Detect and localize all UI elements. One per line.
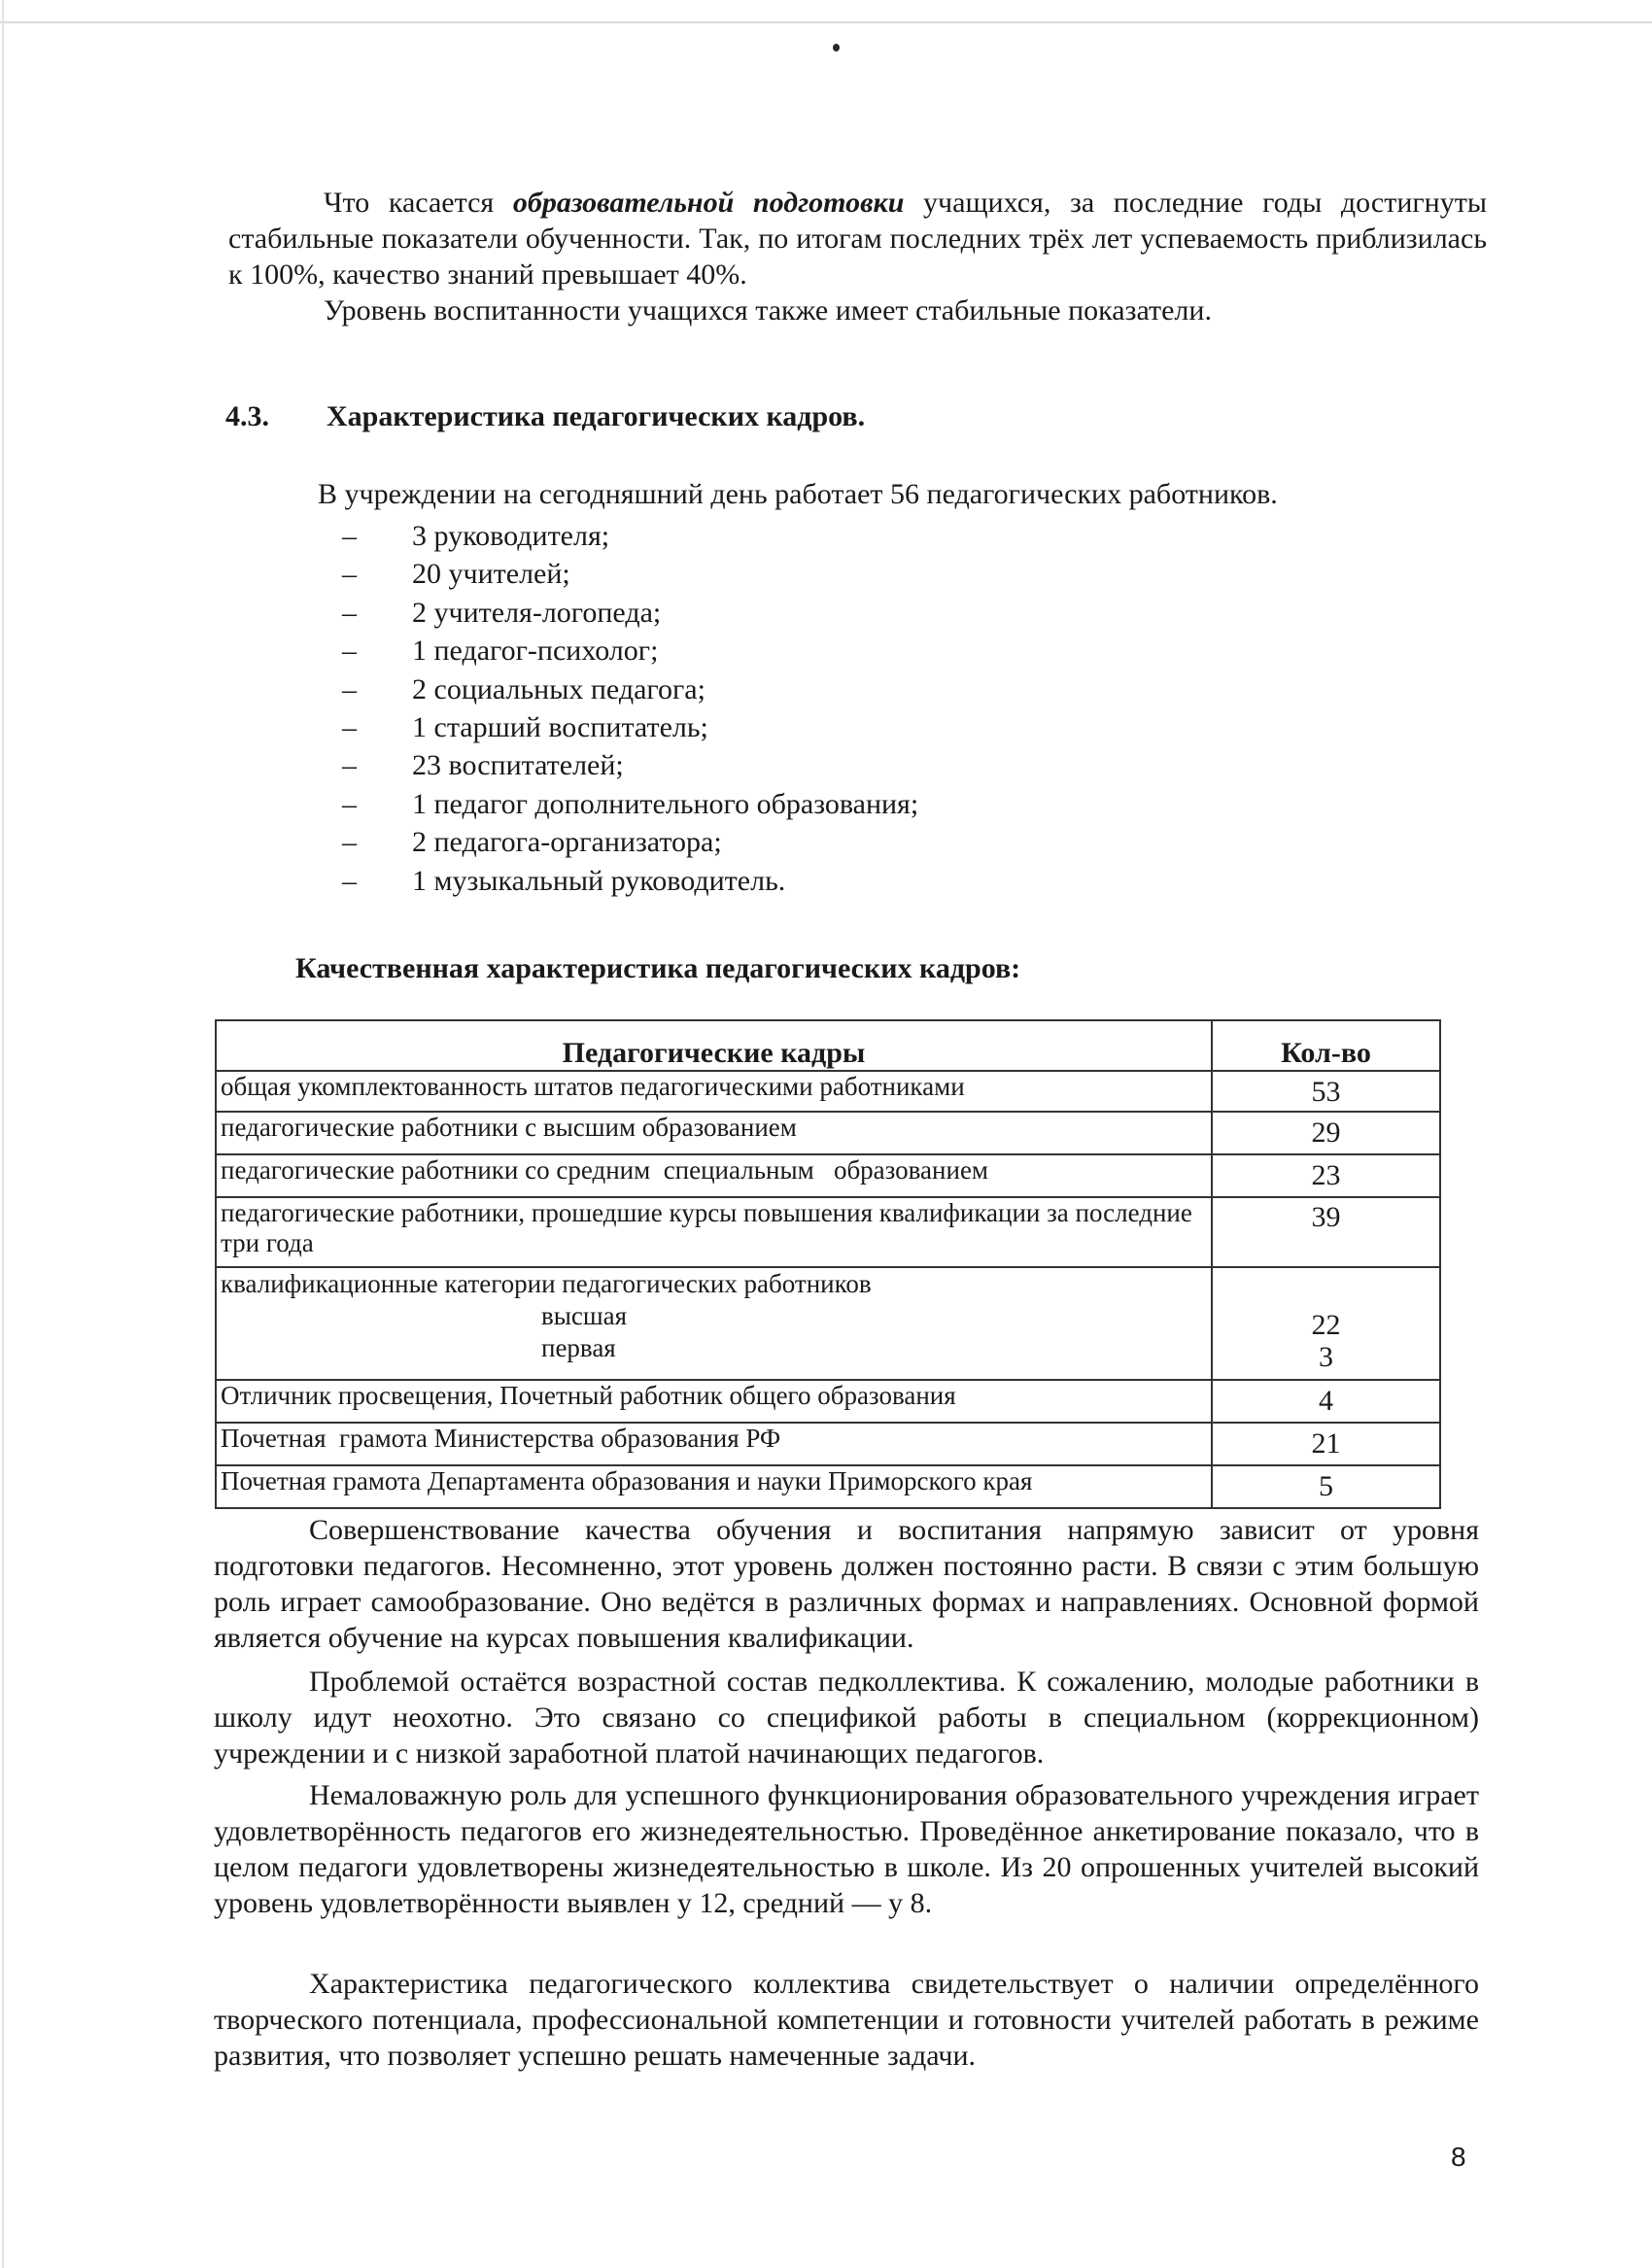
dash-marker: – xyxy=(342,558,357,591)
staff-item-text: 3 руководителя; xyxy=(412,520,610,552)
dash-marker: – xyxy=(342,596,357,629)
section-heading xyxy=(225,400,865,433)
table-row xyxy=(216,1154,1440,1197)
staff-list xyxy=(342,517,918,900)
row-value: 39 xyxy=(1212,1197,1440,1267)
staff-list-item xyxy=(342,823,918,861)
dash-marker: – xyxy=(342,787,357,820)
row-value: 23 xyxy=(1212,1154,1440,1197)
staff-quality-table xyxy=(215,1019,1441,1509)
row-value: 21 xyxy=(1212,1423,1440,1465)
row-label: педагогические работники с высшим образованием xyxy=(216,1112,1212,1154)
conclusion-paragraph-2 xyxy=(214,1664,1479,1771)
dash-marker: – xyxy=(342,864,357,897)
table-row xyxy=(216,1380,1440,1423)
row-value: 53 xyxy=(1212,1071,1440,1112)
dash-marker: – xyxy=(342,520,357,552)
dash-marker: – xyxy=(342,635,357,668)
staff-item-text: 23 воспитателей; xyxy=(412,749,624,782)
row-label: Почетная грамота Министерства образования РФ xyxy=(216,1423,1212,1465)
header-count: Кол-во xyxy=(1212,1020,1440,1071)
section-title: Характеристика педагогических кадров. xyxy=(327,400,866,432)
row-label: педагогические работники со средним специальным образованием xyxy=(216,1154,1212,1197)
table-row xyxy=(216,1112,1440,1154)
section-number: 4.3. xyxy=(225,400,269,432)
header-staff: Педагогические кадры xyxy=(216,1020,1212,1071)
intro-paragraph xyxy=(228,185,1487,292)
row-value: 5 xyxy=(1212,1465,1440,1508)
dash-marker: – xyxy=(342,749,357,782)
categories-label: квалификационные категории педагогических работников xyxy=(221,1269,872,1298)
intro-text-end: учащихся, за последние годы достигнуты стабильные показатели обученности. Так, по итогам последних трёх лет успеваемость приблизилась к 100%, качество знаний превышает 40%. xyxy=(228,187,1488,291)
staff-list-item xyxy=(342,785,918,823)
conclusion-text-4: Характеристика педагогического коллектива свидетельствует о наличии определённого творческого потенциала, профессиональной компетенции и готовности учителей работать в режиме развития, что позволяет успешно решать намеченные задачи. xyxy=(214,1968,1479,2072)
staff-list-item xyxy=(342,708,918,746)
table-row-categories xyxy=(216,1267,1440,1380)
staff-list-item xyxy=(342,862,918,900)
staff-item-text: 1 музыкальный руководитель. xyxy=(412,864,786,897)
staff-item-text: 1 педагог дополнительного образования; xyxy=(412,787,919,820)
conclusion-paragraph-1 xyxy=(214,1512,1479,1656)
scan-speck xyxy=(833,44,840,52)
table-title: Качественная характеристика педагогических кадров: xyxy=(295,952,1021,984)
intro-text-start: Что касается xyxy=(324,187,513,219)
table-header-row xyxy=(216,1020,1440,1071)
conclusion-text-3: Немаловажную роль для успешного функционирования образовательного учреждения играет удовлетворённость педагогов его жизнедеятельностью. Проведённое анкетирование показало, что в целом педагоги удовлетворены жизнедеятельностью в школе. Из 20 опрошенных учителей высокий уровень удовлетворённости выявлен у 12, средний — у 8. xyxy=(214,1779,1479,1919)
table-row xyxy=(216,1423,1440,1465)
staff-list-item xyxy=(342,594,918,632)
dash-marker: – xyxy=(342,710,357,743)
scan-edge-left xyxy=(2,0,4,2268)
conclusion-text-2: Проблемой остаётся возрастной состав педколлектива. К сожалению, молодые работники в школу идут неохотно. Это связано со спецификой работы в специальном (коррекционном) учреждении и с низкой заработной платой начинающих педагогов. xyxy=(214,1666,1479,1770)
dash-marker: – xyxy=(342,672,357,705)
row-value: 29 xyxy=(1212,1112,1440,1154)
row-label: Почетная грамота Департамента образования и науки Приморского края xyxy=(216,1465,1212,1508)
category-first: первая xyxy=(541,1333,616,1362)
table-row xyxy=(216,1465,1440,1508)
staff-item-text: 20 учителей; xyxy=(412,558,570,591)
row-label-categories xyxy=(216,1267,1212,1380)
value-first: 3 xyxy=(1319,1341,1333,1373)
row-label: Отличник просвещения, Почетный работник общего образования xyxy=(216,1380,1212,1423)
category-highest: высшая xyxy=(541,1301,628,1330)
table-row xyxy=(216,1071,1440,1112)
staff-list-item xyxy=(342,670,918,708)
row-label: педагогические работники, прошедшие курсы повышения квалификации за последние три года xyxy=(216,1197,1212,1267)
staff-item-text: 1 педагог-психолог; xyxy=(412,635,659,668)
staff-list-item xyxy=(342,555,918,593)
conclusion-paragraph-3 xyxy=(214,1777,1479,1921)
conclusion-text-1: Совершенствование качества обучения и воспитания напрямую зависит от уровня подготовки педагогов. Несомненно, этот уровень должен постоянно расти. В связи с этим большую роль играет самообразование. Оно ведётся в различных формах и направлениях. Основной формой является обучение на курсах повышения квалификации. xyxy=(214,1514,1479,1654)
staff-item-text: 2 педагога-организатора; xyxy=(412,826,722,859)
staff-list-item xyxy=(342,517,918,555)
staff-item-text: 2 учителя-логопеда; xyxy=(412,596,662,629)
table-row xyxy=(216,1197,1440,1267)
staff-intro: В учреждении на сегодняшний день работает 56 педагогических работников. xyxy=(318,478,1278,510)
staff-item-text: 1 старший воспитатель; xyxy=(412,710,708,743)
staff-item-text: 2 социальных педагога; xyxy=(412,672,706,705)
value-highest: 22 xyxy=(1311,1309,1341,1341)
upbringing-paragraph xyxy=(228,292,1487,328)
upbringing-text: Уровень воспитанности учащихся также имеет стабильные показатели. xyxy=(324,294,1212,326)
page-number: 8 xyxy=(1451,2142,1466,2172)
staff-list-item xyxy=(342,632,918,670)
row-values-categories xyxy=(1212,1267,1440,1380)
row-value: 4 xyxy=(1212,1380,1440,1423)
staff-list-item xyxy=(342,746,918,784)
dash-marker: – xyxy=(342,826,357,859)
intro-emphasis: образовательной подготовки xyxy=(512,187,905,219)
row-label: общая укомплектованность штатов педагогическими работниками xyxy=(216,1071,1212,1112)
scan-edge-top xyxy=(0,21,1652,23)
conclusion-paragraph-4 xyxy=(214,1966,1479,2074)
